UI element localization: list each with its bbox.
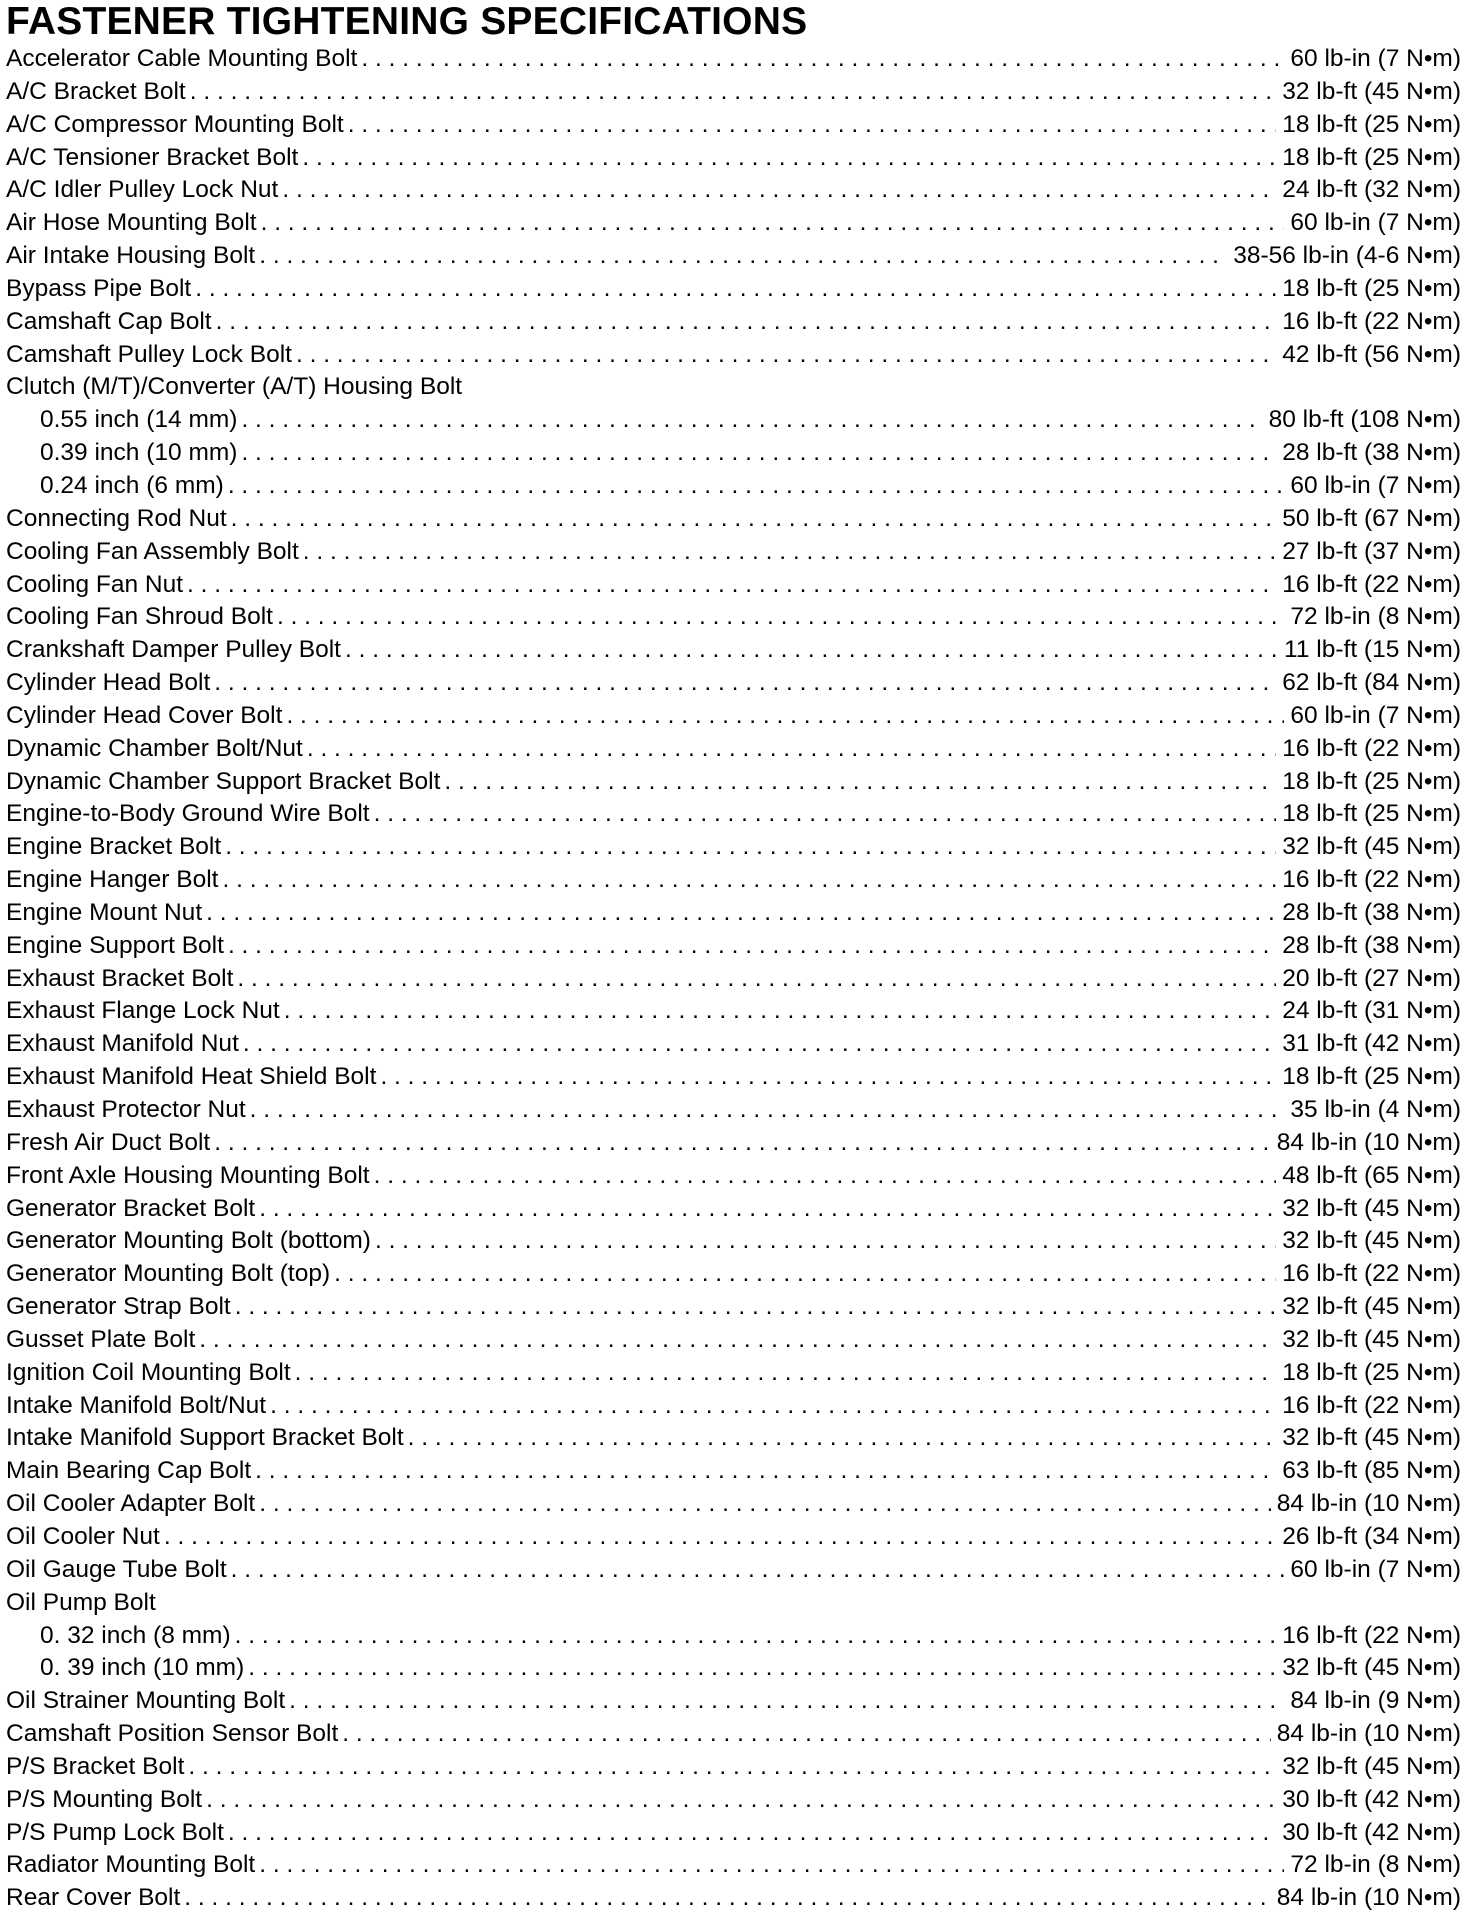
spec-value: 60 lb-in (7 N•m) (1290, 701, 1461, 729)
spec-row (6, 700, 1461, 733)
dot-leader (184, 1882, 1270, 1915)
spec-label: 0.39 inch (10 mm) (40, 439, 238, 467)
spec-value: 32 lb-ft (45 N•m) (1282, 1325, 1461, 1353)
spec-row (6, 503, 1461, 536)
spec-value: 16 lb-ft (22 N•m) (1282, 1391, 1461, 1419)
spec-row (6, 1061, 1461, 1094)
dot-leader (302, 142, 1276, 175)
spec-label: Oil Gauge Tube Bolt (6, 1555, 227, 1583)
spec-label: Crankshaft Damper Pulley Bolt (6, 636, 341, 664)
spec-label: Engine Hanger Bolt (6, 866, 219, 894)
spec-label: Ignition Coil Mounting Bolt (6, 1358, 291, 1386)
spec-label: 0.55 inch (14 mm) (40, 406, 238, 434)
spec-label: Cooling Fan Shroud Bolt (6, 603, 273, 631)
spec-list (6, 43, 1461, 1915)
spec-label: Exhaust Manifold Nut (6, 1030, 239, 1058)
dot-leader (295, 1357, 1277, 1390)
dot-leader (380, 1061, 1276, 1094)
spec-value: 24 lb-ft (31 N•m) (1282, 997, 1461, 1025)
spec-label: Exhaust Manifold Heat Shield Bolt (6, 1063, 377, 1091)
dot-leader (259, 240, 1227, 273)
spec-label: Generator Bracket Bolt (6, 1194, 256, 1222)
spec-label: Intake Manifold Support Bracket Bolt (6, 1424, 404, 1452)
spec-value: 30 lb-ft (42 N•m) (1282, 1818, 1461, 1846)
spec-value: 28 lb-ft (38 N•m) (1282, 931, 1461, 959)
spec-label: A/C Idler Pulley Lock Nut (6, 176, 279, 204)
dot-leader (270, 1390, 1276, 1423)
spec-value: 50 lb-ft (67 N•m) (1282, 504, 1461, 532)
dot-leader (277, 601, 1284, 634)
spec-value: 16 lb-ft (22 N•m) (1282, 570, 1461, 598)
dot-leader (345, 634, 1278, 667)
spec-value: 32 lb-ft (45 N•m) (1282, 1654, 1461, 1682)
spec-value: 42 lb-ft (56 N•m) (1282, 340, 1461, 368)
spec-row (6, 1718, 1461, 1751)
dot-leader (282, 174, 1276, 207)
spec-value: 16 lb-ft (22 N•m) (1282, 307, 1461, 335)
spec-group-heading (6, 1587, 1461, 1620)
spec-value: 32 lb-ft (45 N•m) (1282, 833, 1461, 861)
spec-label: Bypass Pipe Bolt (6, 274, 192, 302)
spec-row (6, 404, 1461, 437)
spec-label: P/S Mounting Bolt (6, 1785, 203, 1813)
spec-label: Camshaft Position Sensor Bolt (6, 1720, 339, 1748)
spec-label: Cooling Fan Nut (6, 570, 184, 598)
spec-label: P/S Bracket Bolt (6, 1752, 185, 1780)
spec-row (6, 1357, 1461, 1390)
spec-row (6, 1521, 1461, 1554)
spec-label: Accelerator Cable Mounting Bolt (6, 45, 358, 72)
spec-value: 28 lb-ft (38 N•m) (1282, 439, 1461, 467)
spec-value: 84 lb-in (10 N•m) (1276, 1884, 1461, 1912)
spec-label: A/C Tensioner Bracket Bolt (6, 143, 299, 171)
spec-label: Oil Strainer Mounting Bolt (6, 1687, 286, 1715)
spec-label: Oil Cooler Adapter Bolt (6, 1490, 256, 1518)
spec-value: 72 lb-in (8 N•m) (1290, 603, 1461, 631)
spec-row (6, 1193, 1461, 1226)
dot-leader (243, 1028, 1276, 1061)
spec-label: Generator Strap Bolt (6, 1293, 231, 1321)
spec-value: 18 lb-ft (25 N•m) (1282, 800, 1461, 828)
dot-leader (225, 831, 1276, 864)
dot-leader (307, 733, 1276, 766)
spec-label: Rear Cover Bolt (6, 1884, 181, 1912)
spec-label: Connecting Rod Nut (6, 504, 227, 532)
spec-label: Main Bearing Cap Bolt (6, 1457, 252, 1485)
spec-label: Front Axle Housing Mounting Bolt (6, 1161, 370, 1189)
spec-row (6, 142, 1461, 175)
spec-label: Cylinder Head Cover Bolt (6, 701, 283, 729)
spec-value: 31 lb-ft (42 N•m) (1282, 1030, 1461, 1058)
spec-row (6, 1554, 1461, 1587)
spec-label: Cooling Fan Assembly Bolt (6, 537, 299, 565)
dot-leader (187, 569, 1276, 602)
spec-value: 27 lb-ft (37 N•m) (1282, 537, 1461, 565)
spec-value: 18 lb-ft (25 N•m) (1282, 1358, 1461, 1386)
dot-leader (228, 930, 1276, 963)
spec-row (6, 306, 1461, 339)
dot-leader (235, 1620, 1277, 1653)
dot-leader (248, 1652, 1276, 1685)
spec-value: 72 lb-in (8 N•m) (1290, 1851, 1461, 1879)
spec-row (6, 766, 1461, 799)
spec-value: 62 lb-ft (84 N•m) (1282, 669, 1461, 697)
spec-row (6, 174, 1461, 207)
spec-value: 84 lb-in (10 N•m) (1276, 1490, 1461, 1518)
dot-leader (222, 864, 1276, 897)
spec-label: Generator Mounting Bolt (top) (6, 1260, 331, 1288)
spec-row (6, 930, 1461, 963)
spec-row (6, 733, 1461, 766)
spec-value: 16 lb-ft (22 N•m) (1282, 1260, 1461, 1288)
dot-leader (342, 1718, 1271, 1751)
dot-leader (286, 700, 1284, 733)
spec-value: 60 lb-in (7 N•m) (1290, 45, 1461, 72)
spec-label: Fresh Air Duct Bolt (6, 1128, 211, 1156)
dot-leader (259, 1193, 1276, 1226)
spec-row (6, 1291, 1461, 1324)
spec-row (6, 1817, 1461, 1850)
spec-row (6, 240, 1461, 273)
spec-row (6, 798, 1461, 831)
dot-leader (241, 437, 1276, 470)
spec-row (6, 1127, 1461, 1160)
dot-leader (444, 766, 1276, 799)
spec-row (6, 1685, 1461, 1718)
spec-row (6, 1258, 1461, 1291)
spec-label: Exhaust Bracket Bolt (6, 964, 234, 992)
spec-label: Engine-to-Body Ground Wire Bolt (6, 800, 370, 828)
spec-row (6, 601, 1461, 634)
dot-leader (303, 536, 1276, 569)
spec-row (6, 1094, 1461, 1127)
spec-value: 24 lb-ft (32 N•m) (1282, 176, 1461, 204)
dot-leader (348, 109, 1277, 142)
dot-leader (296, 339, 1276, 372)
spec-row (6, 831, 1461, 864)
spec-value: 28 lb-ft (38 N•m) (1282, 898, 1461, 926)
dot-leader (164, 1521, 1276, 1554)
dot-leader (214, 1127, 1271, 1160)
dot-leader (235, 1291, 1277, 1324)
dot-leader (231, 503, 1277, 536)
spec-row (6, 1324, 1461, 1357)
dot-leader (188, 1751, 1276, 1784)
spec-value: 80 lb-ft (108 N•m) (1268, 406, 1461, 434)
spec-label: A/C Bracket Bolt (6, 77, 186, 105)
spec-label: Clutch (M/T)/Converter (A/T) Housing Bolt (6, 373, 463, 401)
spec-value: 20 lb-ft (27 N•m) (1282, 964, 1461, 992)
spec-row (6, 76, 1461, 109)
spec-label: Exhaust Protector Nut (6, 1096, 246, 1123)
dot-leader (241, 404, 1262, 437)
spec-row (6, 1390, 1461, 1423)
spec-row (6, 634, 1461, 667)
spec-row (6, 109, 1461, 142)
dot-leader (231, 1554, 1285, 1587)
spec-label: Oil Cooler Nut (6, 1522, 160, 1550)
spec-row (6, 1652, 1461, 1685)
spec-label: Camshaft Pulley Lock Bolt (6, 340, 292, 368)
dot-leader (237, 963, 1276, 996)
dot-leader (284, 995, 1276, 1028)
dot-leader (216, 306, 1277, 339)
spec-label: Radiator Mounting Bolt (6, 1851, 256, 1879)
spec-value: 32 lb-ft (45 N•m) (1282, 1227, 1461, 1255)
spec-value: 84 lb-in (10 N•m) (1276, 1128, 1461, 1156)
dot-leader (214, 667, 1276, 700)
spec-label: Exhaust Flange Lock Nut (6, 997, 280, 1025)
spec-value: 16 lb-ft (22 N•m) (1282, 1621, 1461, 1649)
dot-leader (408, 1422, 1277, 1455)
spec-label: Engine Bracket Bolt (6, 833, 222, 861)
spec-row (6, 1784, 1461, 1817)
spec-row (6, 864, 1461, 897)
spec-label: Air Intake Housing Bolt (6, 242, 256, 270)
spec-row (6, 339, 1461, 372)
spec-row (6, 207, 1461, 240)
spec-value: 32 lb-ft (45 N•m) (1282, 1293, 1461, 1321)
spec-value: 35 lb-in (4 N•m) (1290, 1096, 1461, 1123)
dot-leader (334, 1258, 1276, 1291)
spec-label: Intake Manifold Bolt/Nut (6, 1391, 267, 1419)
spec-row (6, 1455, 1461, 1488)
spec-value: 84 lb-in (10 N•m) (1276, 1720, 1461, 1748)
spec-value: 32 lb-ft (45 N•m) (1282, 77, 1461, 105)
spec-label: Engine Support Bolt (6, 931, 224, 959)
spec-label: Air Hose Mounting Bolt (6, 209, 257, 237)
spec-row (6, 273, 1461, 306)
spec-label: Camshaft Cap Bolt (6, 307, 212, 335)
spec-value: 60 lb-in (7 N•m) (1290, 471, 1461, 499)
spec-label: Cylinder Head Bolt (6, 669, 211, 697)
spec-value: 18 lb-ft (25 N•m) (1282, 110, 1461, 138)
spec-value: 18 lb-ft (25 N•m) (1282, 767, 1461, 795)
spec-row (6, 1751, 1461, 1784)
dot-leader (261, 207, 1285, 240)
spec-value: 60 lb-in (7 N•m) (1290, 1555, 1461, 1583)
dot-leader (374, 1160, 1277, 1193)
spec-label: Dynamic Chamber Bolt/Nut (6, 734, 303, 762)
dot-leader (250, 1094, 1285, 1127)
spec-value: 32 lb-ft (45 N•m) (1282, 1194, 1461, 1222)
spec-value: 60 lb-in (7 N•m) (1290, 209, 1461, 237)
spec-value: 32 lb-ft (45 N•m) (1282, 1752, 1461, 1780)
spec-value: 84 lb-in (9 N•m) (1290, 1687, 1461, 1715)
spec-value: 63 lb-ft (85 N•m) (1282, 1457, 1461, 1485)
spec-row (6, 1488, 1461, 1521)
spec-value: 16 lb-ft (22 N•m) (1282, 734, 1461, 762)
spec-row (6, 1160, 1461, 1193)
spec-label: Oil Pump Bolt (6, 1588, 156, 1616)
spec-label: P/S Pump Lock Bolt (6, 1818, 224, 1846)
spec-row (6, 897, 1461, 930)
spec-group-heading (6, 371, 1461, 404)
spec-label: 0. 32 inch (8 mm) (40, 1621, 231, 1649)
dot-leader (259, 1488, 1271, 1521)
dot-leader (374, 798, 1277, 831)
page-title: FASTENER TIGHTENING SPECIFICATIONS (6, 0, 808, 43)
dot-leader (190, 76, 1277, 109)
spec-value: 48 lb-ft (65 N•m) (1282, 1161, 1461, 1189)
dot-leader (289, 1685, 1284, 1718)
dot-leader (255, 1455, 1276, 1488)
spec-row (6, 667, 1461, 700)
spec-value: 32 lb-ft (45 N•m) (1282, 1424, 1461, 1452)
spec-row (6, 995, 1461, 1028)
spec-value: 18 lb-ft (25 N•m) (1282, 143, 1461, 171)
spec-row (6, 1849, 1461, 1882)
spec-label: 0.24 inch (6 mm) (40, 471, 224, 499)
spec-row (6, 569, 1461, 602)
spec-label: Gusset Plate Bolt (6, 1325, 196, 1353)
spec-row (6, 470, 1461, 503)
spec-row (6, 1028, 1461, 1061)
dot-leader (199, 1324, 1276, 1357)
spec-value: 30 lb-ft (42 N•m) (1282, 1785, 1461, 1813)
dot-leader (375, 1225, 1276, 1258)
spec-label: Generator Mounting Bolt (bottom) (6, 1227, 371, 1255)
spec-label: Dynamic Chamber Support Bracket Bolt (6, 767, 441, 795)
spec-row (6, 536, 1461, 569)
spec-value: 11 lb-ft (15 N•m) (1284, 636, 1461, 664)
spec-row (6, 437, 1461, 470)
spec-row (6, 963, 1461, 996)
spec-value: 38-56 lb-in (4-6 N•m) (1233, 242, 1461, 270)
spec-row (6, 1882, 1461, 1915)
dot-leader (361, 43, 1284, 76)
spec-row (6, 1422, 1461, 1455)
dot-leader (206, 1784, 1276, 1817)
spec-label: Engine Mount Nut (6, 898, 203, 926)
dot-leader (195, 273, 1276, 306)
spec-row (6, 43, 1461, 76)
spec-value: 26 lb-ft (34 N•m) (1282, 1522, 1461, 1550)
spec-value: 16 lb-ft (22 N•m) (1282, 866, 1461, 894)
spec-label: 0. 39 inch (10 mm) (40, 1654, 245, 1682)
dot-leader (206, 897, 1276, 930)
spec-value: 18 lb-ft (25 N•m) (1282, 1063, 1461, 1091)
dot-leader (228, 1817, 1276, 1850)
dot-leader (259, 1849, 1284, 1882)
spec-row (6, 1225, 1461, 1258)
spec-row (6, 1620, 1461, 1653)
spec-value: 18 lb-ft (25 N•m) (1282, 274, 1461, 302)
spec-label: A/C Compressor Mounting Bolt (6, 110, 344, 138)
dot-leader (228, 470, 1285, 503)
